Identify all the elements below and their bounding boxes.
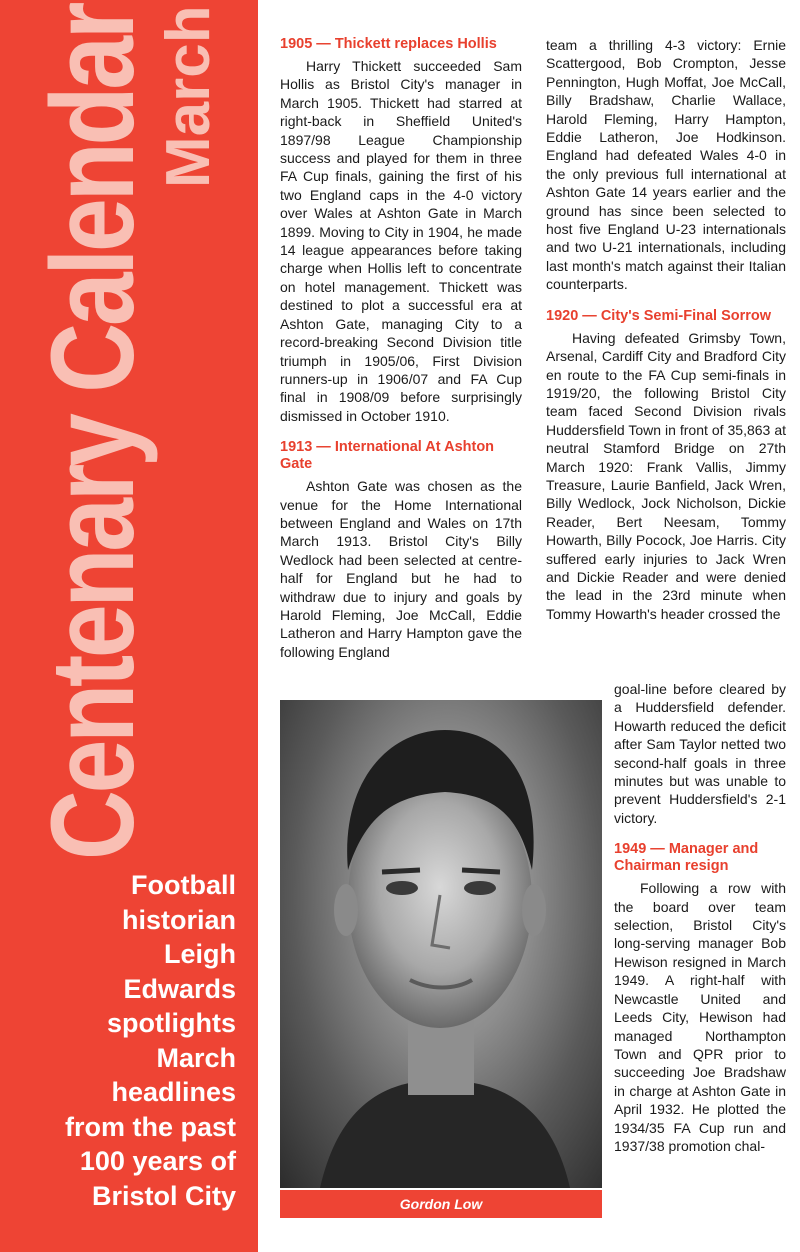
standfirst-line: Bristol City — [91, 1180, 236, 1211]
column-right — [546, 36, 786, 637]
section-heading: 1949 — Manager and Chairman resign — [614, 841, 759, 875]
standfirst — [8, 868, 236, 1213]
section-1949 — [614, 841, 786, 1155]
section-body: Harry Thickett succeeded Sam Hollis as Bristol City's manager in March 1905. Thickett had starred at right-back in Sheffield United's 1897/98 League Championship success and played for them in three FA Cup finals, gaining the first of his two England caps in the 4-0 victory over Wales at Ashton Gate in March 1899. Moving to City in 1904, he made 14 league appearances before taking charge when Hollis left to concentrate on hotel management. Thickett was destined to plot a successful era at Ashton Gate, managing City to a record-breaking Second Division title triumph in 1905/06, First Division runners-up in 1906/07 and FA Cup final in 1908/09 before surprisingly dismissed in October 1910. — [280, 58, 522, 424]
column-inset — [614, 680, 786, 1169]
standfirst-line: Leigh — [164, 939, 236, 969]
section-body-continued: team a thrilling 4-3 victory: Ernie Scattergood, Bob Crompton, Jesse Pennington, Hugh Moffat, Joe McCall, Billy Bradshaw, Charlie Wallace, Harold Fleming, Harry Hampton, Eddie Latheron, Joe Hodkinson. England had defeated Wales 4-0 in the only previous full international at Ashton Gate 14 years earlier and the ground has since been selected to host five England U-23 internationals and two U-21 internationals, including last month's match against their Italian counterparts. — [546, 37, 786, 293]
standfirst-line: March — [156, 1042, 236, 1073]
section-body: Following a row with the board over team selection, Bristol City's long-serving manager Bob Hewison resigned in March 1949. A right-half with Newcastle United and Leeds City, Hewison had managed Northampton Town and QPR prior to succeeding Joe Bradshaw in charge at Ashton Gate in April 1932. He plotted the 1934/35 FA Cup run and 1937/38 promotion chal- — [614, 880, 786, 1154]
month-subtitle: March — [154, 5, 223, 188]
section-1913 — [280, 439, 522, 661]
section-heading: 1905 — Thickett replaces Hollis — [280, 36, 497, 52]
section-heading: 1920 — City's Semi-Final Sorrow — [546, 307, 772, 324]
centenary-calendar-title: Centenary Calendar — [27, 4, 159, 860]
column-left — [280, 36, 522, 675]
section-1920-continued — [614, 680, 786, 827]
section-1913-continued — [546, 36, 786, 294]
section-1905 — [280, 36, 522, 425]
standfirst-line: historian — [121, 904, 236, 935]
section-body-continued: goal-line before cleared by a Huddersfield defender. Howarth reduced the deficit after Sam Taylor netted two second-half goals in three minutes but was unable to prevent Huddersfield's 2-1 victory. — [614, 681, 786, 826]
standfirst-line: from the past — [64, 1111, 236, 1142]
section-body: Ashton Gate was chosen as the venue for the Home International between England and Wales on 17th March 1913. Bristol City's Billy Wedlock had been selected at centre-half for England but he had to withdraw due to injury and goals by Harold Fleming, Joe McCall, Eddie Latheron and Harry Hampton gave the following England — [280, 478, 522, 660]
standfirst-line: 100 years of — [79, 1146, 236, 1176]
sidebar-panel — [0, 0, 258, 1252]
section-heading: 1913 — International At Ashton Gate — [280, 439, 495, 473]
standfirst-line: Edwards — [123, 973, 236, 1004]
portrait-photo — [280, 700, 602, 1188]
section-body: Having defeated Grimsby Town, Arsenal, Cardiff City and Bradford City en route to the FA Cup semi-finals in 1919/20, the following Bristol City team faced Second Division rivals Huddersfield Town in front of 35,863 at neutral Stamford Bridge on 27th March 1920: Frank Vallis, Jimmy Treasure, Laurie Banfield, Jack Wren, Billy Wedlock, Jock Nicholson, Dickie Reader, Bert Neesam, Tommy Howarth, Billy Pocock, Joe Harris. City suffered early injuries to Jack Wren and Dickie Reader and were denied the lead in the 23rd minute when Tommy Howarth's header crossed the — [546, 329, 786, 622]
portrait-illustration — [280, 700, 602, 1188]
standfirst-line: Football — [131, 870, 236, 900]
standfirst-line: headlines — [111, 1077, 236, 1107]
standfirst-line: spotlights — [107, 1008, 236, 1038]
section-1920 — [546, 308, 786, 624]
photo-caption: Gordon Low — [280, 1190, 602, 1218]
